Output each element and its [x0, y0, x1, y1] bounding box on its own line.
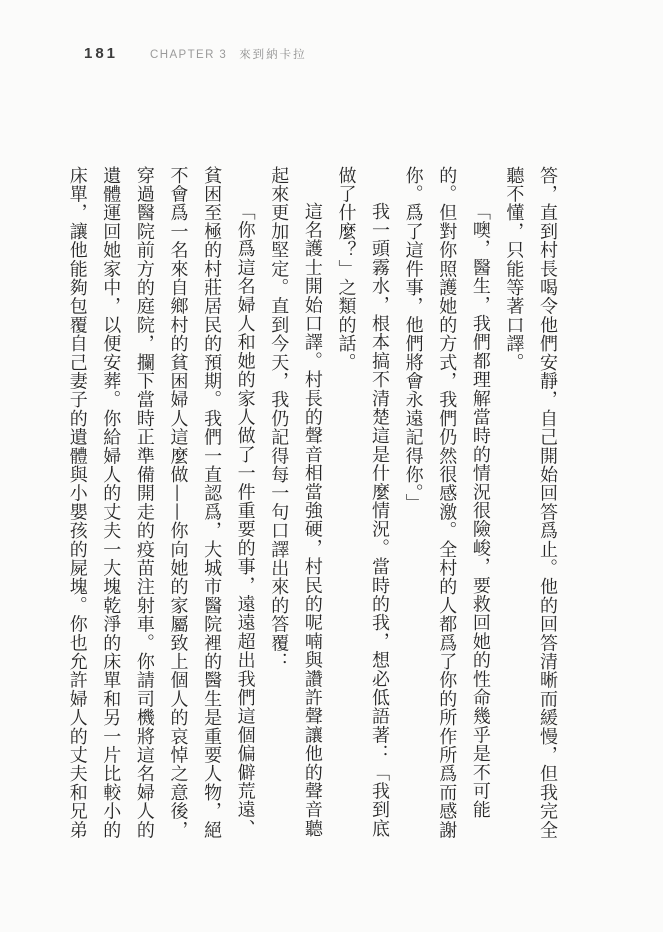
- chapter-label: CHAPTER 3: [150, 49, 228, 61]
- page-number: 181: [84, 45, 119, 62]
- paragraph: 「你爲這名婦人和她的家人做了一件重要的事，遠遠超出我們這個偏僻荒遠、貧困至極的村莊居民的預期。我們一直認爲，大城市醫院裡的醫生是重要人物，絕不會爲一名來自鄉村的貧困婦人這麼做——你向她的家屬致上個人的哀悼之意後，穿過醫院前方的庭院，攔下當時正準備開走的疫苗注射車。你請司機將這名婦人的遺體運回她家中，以便安葬。你給婦人的丈夫一大塊乾淨的床單和另一片比較小的床單，讓他能夠包覆自己妻子的遺體與小嬰孩的屍塊。你也允許婦人的丈夫和兄弟: [66, 166, 256, 840]
- paragraph: 「噢，醫生，我們都理解當時的情況很險峻，要救回她的性命幾乎是不可能的。但對你照護她的方式，我們仍然很感激。全村的人都爲了你的所作所爲而感謝你。爲了這件事，他們將會永遠記得你。」: [402, 166, 491, 840]
- running-head: [84, 45, 307, 62]
- paragraph: 答，直到村長喝令他們安靜，自己開始回答爲止。他的回答清晰而緩慢，但我完全聽不懂，只能等著口譯。: [503, 166, 558, 840]
- paragraph: 這名護士開始口譯。村長的聲音相當強硬，村民的呢喃與讚許聲讓他的聲音聽起來更加堅定。直到今天，我仍記得每一句口譯出來的答覆：: [268, 166, 323, 838]
- paragraph: 我一頭霧水，根本搞不清楚這是什麼情況。當時的我，想必低語著：「我到底做了什麼？」之類的話。: [335, 166, 391, 838]
- chapter-title: 來到納卡拉: [239, 49, 307, 61]
- text-block: [58, 166, 564, 844]
